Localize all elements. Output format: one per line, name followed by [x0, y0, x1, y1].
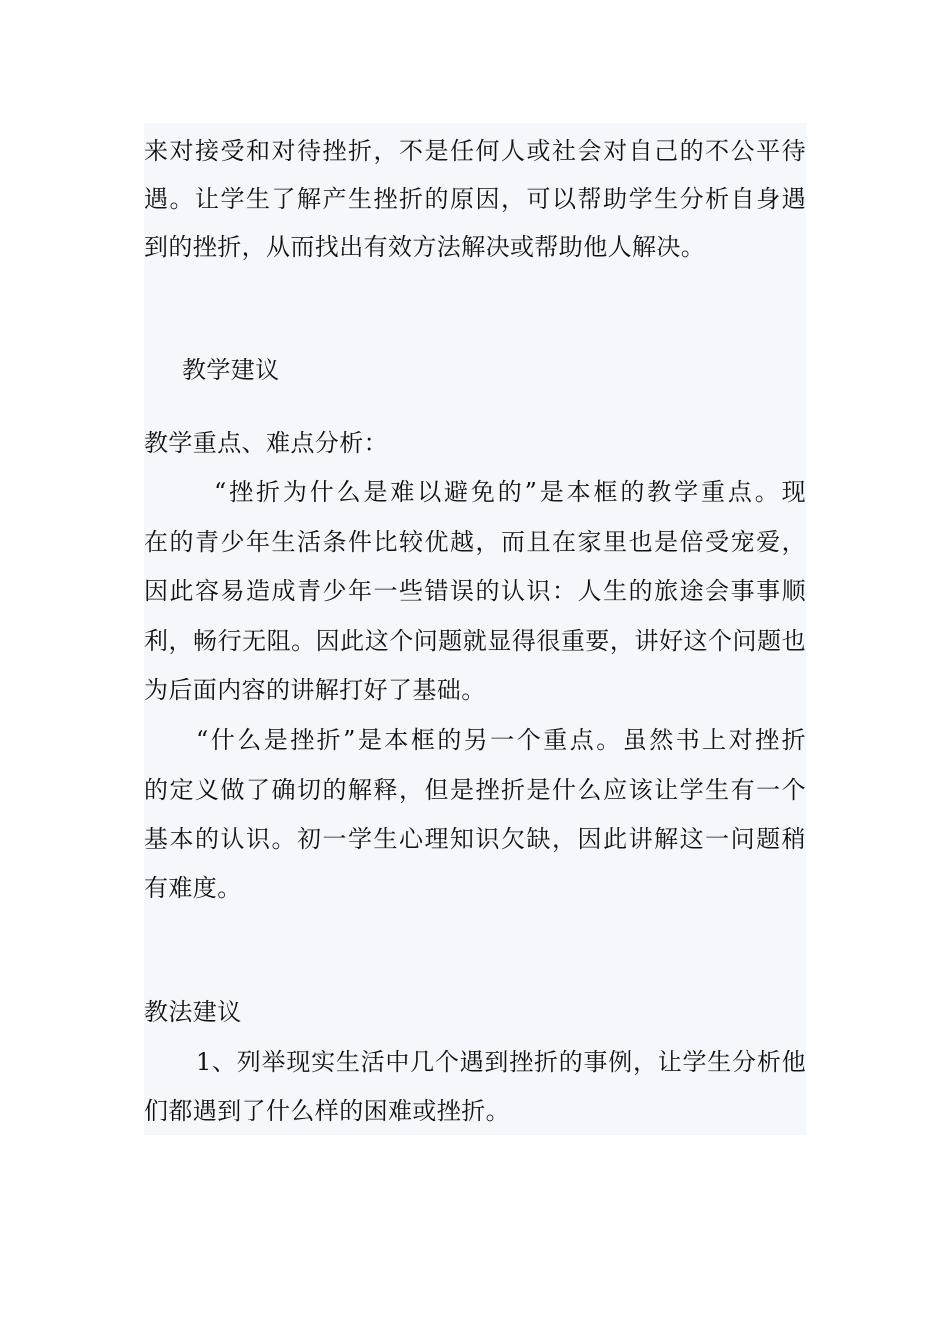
- paragraph-line: 利，畅行无阻。因此这个问题就显得很重要，讲好这个问题也: [144, 627, 806, 655]
- subsection-heading: 教学重点、难点分析：: [144, 429, 388, 457]
- paragraph-line: 在的青少年生活条件比较优越，而且在家里也是倍受宠爱，: [144, 528, 806, 556]
- paragraph-line: 遇。让学生了解产生挫折的原因，可以帮助学生分析自身遇: [144, 185, 806, 213]
- paragraph-line: 到的挫折，从而找出有效方法解决或帮助他人解决。: [144, 233, 706, 261]
- paragraph-line: 的定义做了确切的解释，但是挫折是什么应该让学生有一个: [144, 776, 806, 804]
- paragraph-line: 们都遇到了什么样的困难或挫折。: [144, 1097, 510, 1125]
- paragraph-line: 1、列举现实生活中几个遇到挫折的事例，让学生分析他: [196, 1048, 806, 1076]
- paragraph-line: 因此容易造成青少年一些错误的认识：人生的旅途会事事顺: [144, 577, 806, 605]
- paragraph-line: 有难度。: [144, 874, 242, 902]
- paragraph-line: 来对接受和对待挫折，不是任何人或社会对自己的不公平待: [144, 137, 806, 165]
- paragraph-line: “挫折为什么是难以避免的”是本框的教学重点。现: [214, 478, 806, 506]
- paragraph-line: 基本的认识。初一学生心理知识欠缺，因此讲解这一问题稍: [144, 825, 806, 853]
- paragraph-line: “什么是挫折”是本框的另一个重点。虽然书上对挫折: [196, 726, 806, 754]
- subsection-heading: 教法建议: [144, 998, 242, 1026]
- section-heading: 教学建议: [182, 356, 280, 384]
- paragraph-line: 为后面内容的讲解打好了基础。: [144, 676, 486, 704]
